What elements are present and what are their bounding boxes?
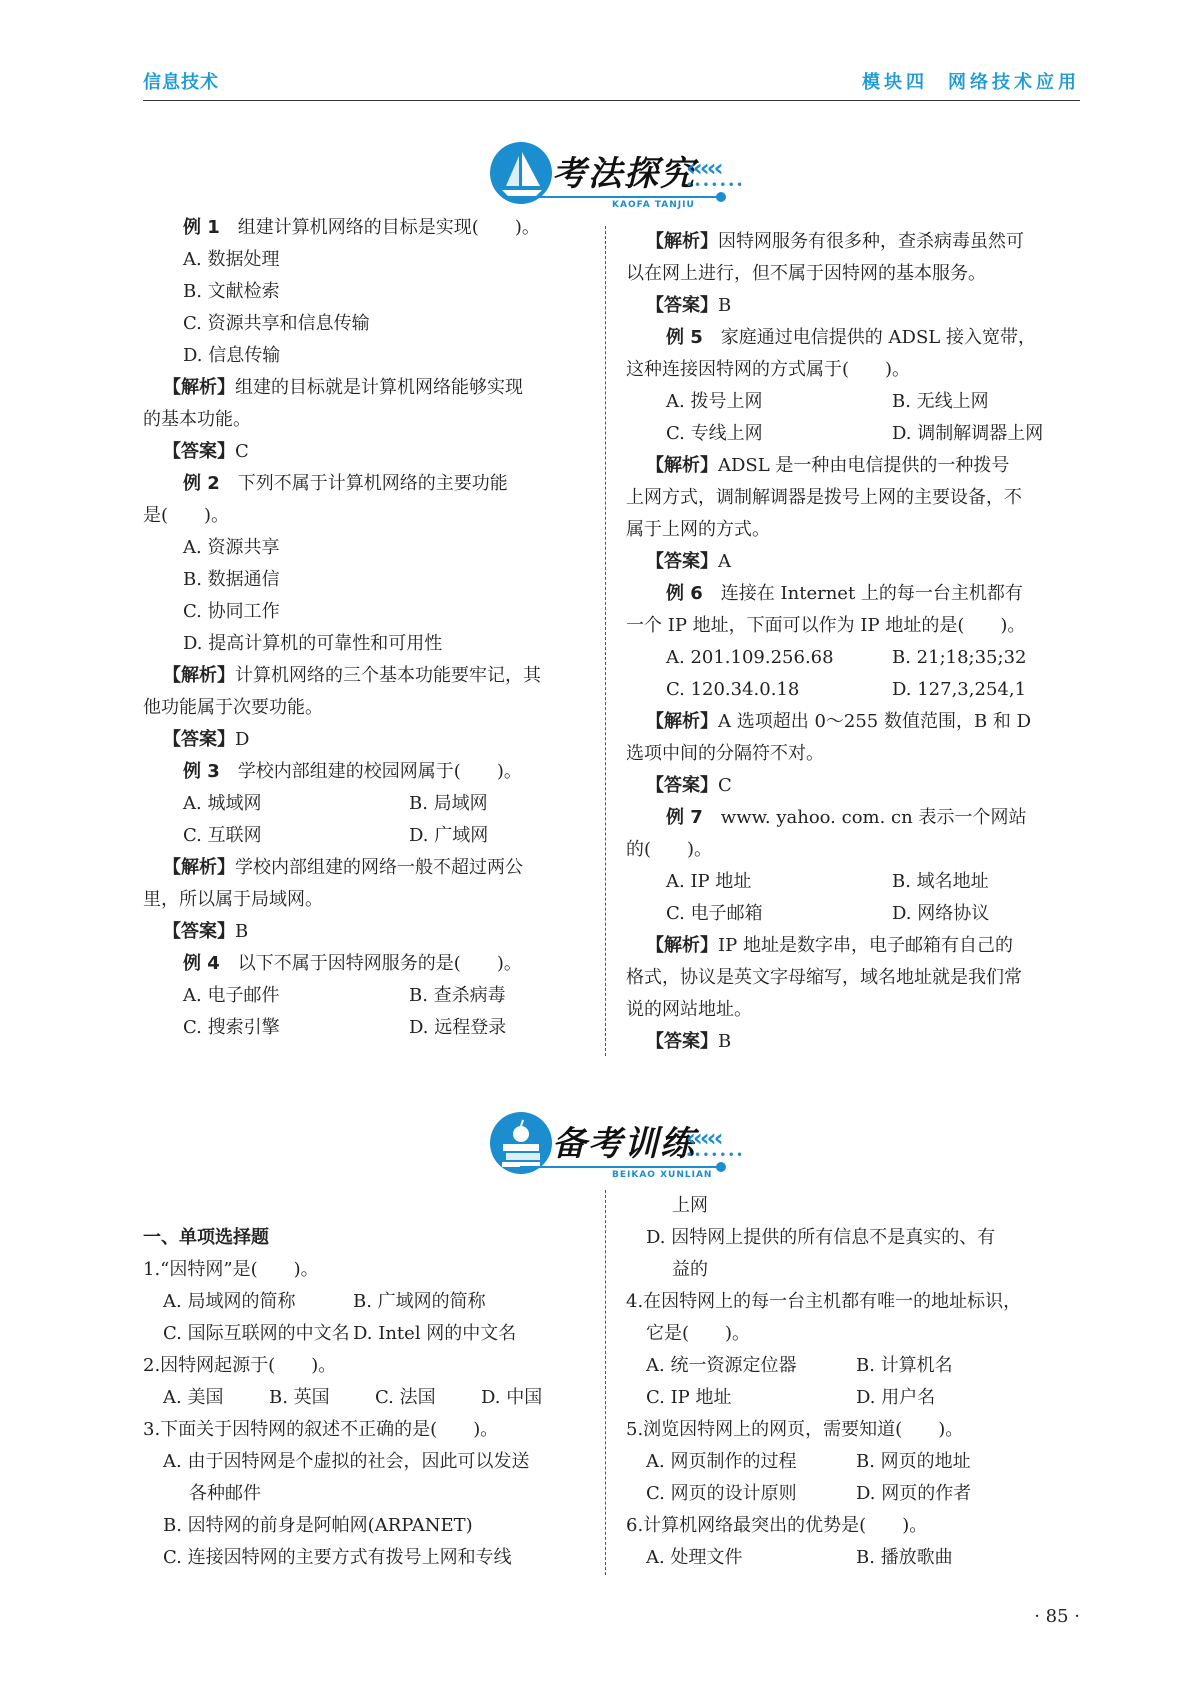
example-4-stem: 例 4 以下不属于因特网服务的是( )。 xyxy=(183,953,522,974)
example-7-stem: 例 7 www. yahoo. com. cn 表示一个网站 xyxy=(666,807,1027,828)
option: C. 协同工作 xyxy=(183,601,280,622)
question-4-stem: 4.在因特网上的每一台主机都有唯一的地址标识， xyxy=(626,1291,1022,1312)
analysis: 【解析】学校内部组建的网络一般不超过两公 xyxy=(163,857,523,878)
option-cont: 各种邮件 xyxy=(189,1483,261,1504)
analysis-cont: 选项中间的分隔符不对。 xyxy=(626,743,824,764)
option-row: A. 局域网的简称 B. 广域网的简称 xyxy=(163,1291,486,1312)
option-row: A. 美国 B. 英国 C. 法国 D. 中国 xyxy=(163,1387,543,1408)
option: A. 数据处理 xyxy=(183,249,280,270)
header-topic: 网络技术应用 xyxy=(948,72,1080,93)
example-2-stem: 例 2 下列不属于计算机网络的主要功能 xyxy=(183,473,508,494)
option: C. 连接因特网的主要方式有拨号上网和专线 xyxy=(163,1547,512,1568)
answer: 【答案】B xyxy=(646,1031,732,1052)
analysis: 【解析】A 选项超出 0～255 数值范围，B 和 D xyxy=(646,711,1032,732)
answer: 【答案】B xyxy=(646,295,732,316)
option-row: C. 搜索引擎 D. 远程登录 xyxy=(183,1017,507,1038)
option-row: A. 统一资源定位器 B. 计算机名 xyxy=(646,1355,953,1376)
chevron-icon: ‹‹‹‹‹ xyxy=(686,154,721,182)
question-5-stem: 5.浏览因特网上的网页，需要知道( )。 xyxy=(626,1419,964,1440)
page-number: · 85 · xyxy=(1034,1606,1080,1627)
banner-title: 考法探究 xyxy=(552,154,696,194)
option-row: A. 201.109.256.68 B. 21;18;35;32 xyxy=(666,647,1027,668)
analysis: 【解析】IP 地址是数字串，电子邮箱有自己的 xyxy=(646,935,1013,956)
option-row: C. 专线上网 D. 调制解调器上网 xyxy=(666,423,1044,444)
question-6-stem: 6.计算机网络最突出的优势是( )。 xyxy=(626,1515,928,1536)
header-module: 模块四 xyxy=(862,72,928,93)
question-1-stem: 1.“因特网”是( )。 xyxy=(143,1259,319,1280)
dots-decoration: ••••••• xyxy=(686,1150,745,1161)
example-2-stem-cont: 是( )。 xyxy=(143,505,230,526)
example-6-stem: 例 6 连接在 Internet 上的每一台主机都有 xyxy=(666,583,1023,604)
sailboat-icon xyxy=(490,142,552,204)
option: B. 因特网的前身是阿帕网(ARPANET) xyxy=(163,1515,473,1536)
option: D. 信息传输 xyxy=(183,345,281,366)
example-5-stem-cont: 这种连接因特网的方式属于( )。 xyxy=(626,359,911,380)
banner-beikao xyxy=(490,1110,745,1180)
section-title: 一、单项选择题 xyxy=(143,1227,269,1248)
analysis-cont: 里，所以属于局域网。 xyxy=(143,889,323,910)
analysis-cont: 说的网站地址。 xyxy=(626,999,752,1020)
option-row: A. 处理文件 B. 播放歌曲 xyxy=(646,1547,953,1568)
option-row: C. 国际互联网的中文名 D. Intel 网的中文名 xyxy=(163,1323,517,1344)
header-left: 信息技术 xyxy=(143,72,219,93)
banner-underline xyxy=(520,1166,720,1168)
analysis: 【解析】计算机网络的三个基本功能要牢记，其 xyxy=(163,665,541,686)
banner-title: 备考训练 xyxy=(552,1124,696,1164)
answer: 【答案】C xyxy=(163,441,249,462)
training-right-column xyxy=(626,1190,1081,1574)
option-row: C. 互联网 D. 广域网 xyxy=(183,825,489,846)
option: A. 由于因特网是个虚拟的社会，因此可以发送 xyxy=(163,1451,530,1472)
chevron-icon: ‹‹‹‹‹ xyxy=(686,1124,721,1152)
header-right xyxy=(842,68,1080,94)
option-cont: 益的 xyxy=(672,1259,708,1280)
example-7-stem-cont: 的( )。 xyxy=(626,839,713,860)
example-3-stem: 例 3 学校内部组建的校园网属于( )。 xyxy=(183,761,522,782)
banner-subtitle: KAOFA TANJIU xyxy=(612,200,695,210)
example-1-stem: 例 1 组建计算机网络的目标是实现( )。 xyxy=(183,217,540,238)
option-row: C. 电子邮箱 D. 网络协议 xyxy=(666,903,990,924)
analysis: 【解析】组建的目标就是计算机网络能够实现 xyxy=(163,377,523,398)
answer: 【答案】A xyxy=(646,551,731,572)
analysis: 【解析】因特网服务有很多种，查杀病毒虽然可 xyxy=(646,231,1024,252)
analysis-cont: 的基本功能。 xyxy=(143,409,251,430)
banner-kaofa xyxy=(490,140,745,210)
banner-dot xyxy=(716,192,726,202)
option-row: C. 120.34.0.18 D. 127,3,254,1 xyxy=(666,679,1027,700)
column-divider xyxy=(605,1190,606,1575)
examples-right-column xyxy=(626,226,1081,1058)
option: B. 文献检索 xyxy=(183,281,280,302)
answer: 【答案】C xyxy=(646,775,732,796)
training-left-column xyxy=(143,1222,603,1574)
option-cont: 上网 xyxy=(672,1195,708,1216)
books-apple-icon xyxy=(490,1112,552,1174)
option: D. 提高计算机的可靠性和可用性 xyxy=(183,633,443,654)
question-4-stem-cont: 它是( )。 xyxy=(646,1323,751,1344)
header-rule xyxy=(143,100,1080,101)
analysis-cont: 属于上网的方式。 xyxy=(626,519,770,540)
option-row: A. 电子邮件 B. 查杀病毒 xyxy=(183,985,506,1006)
option-row: A. IP 地址 B. 域名地址 xyxy=(666,871,989,892)
answer: 【答案】B xyxy=(163,921,249,942)
analysis-cont: 他功能属于次要功能。 xyxy=(143,697,323,718)
banner-subtitle: BEIKAO XUNLIAN xyxy=(612,1170,713,1180)
analysis-cont: 格式，协议是英文字母缩写，域名地址就是我们常 xyxy=(626,967,1022,988)
option: D. 因特网上提供的所有信息不是真实的、有 xyxy=(646,1227,996,1248)
banner-dot xyxy=(716,1162,726,1172)
option: C. 资源共享和信息传输 xyxy=(183,313,370,334)
option-row: A. 拨号上网 B. 无线上网 xyxy=(666,391,989,412)
question-2-stem: 2.因特网起源于( )。 xyxy=(143,1355,337,1376)
option: B. 数据通信 xyxy=(183,569,280,590)
option: A. 资源共享 xyxy=(183,537,280,558)
option-row: C. IP 地址 D. 用户名 xyxy=(646,1387,936,1408)
option-row: C. 网页的设计原则 D. 网页的作者 xyxy=(646,1483,972,1504)
analysis-cont: 上网方式，调制解调器是拨号上网的主要设备，不 xyxy=(626,487,1022,508)
example-6-stem-cont: 一个 IP 地址，下面可以作为 IP 地址的是( )。 xyxy=(626,615,1026,636)
analysis-cont: 以在网上进行，但不属于因特网的基本服务。 xyxy=(626,263,986,284)
question-3-stem: 3.下面关于因特网的叙述不正确的是( )。 xyxy=(143,1419,499,1440)
dots-decoration: ••••••• xyxy=(686,180,745,191)
answer: 【答案】D xyxy=(163,729,250,750)
option-row: A. 城域网 B. 局域网 xyxy=(183,793,488,814)
banner-underline xyxy=(520,196,720,198)
examples-left-column xyxy=(143,212,583,1044)
example-5-stem: 例 5 家庭通过电信提供的 ADSL 接入宽带， xyxy=(666,327,1036,348)
column-divider xyxy=(605,226,606,1056)
analysis: 【解析】ADSL 是一种由电信提供的一种拨号 xyxy=(646,455,1010,476)
option-row: A. 网页制作的过程 B. 网页的地址 xyxy=(646,1451,971,1472)
